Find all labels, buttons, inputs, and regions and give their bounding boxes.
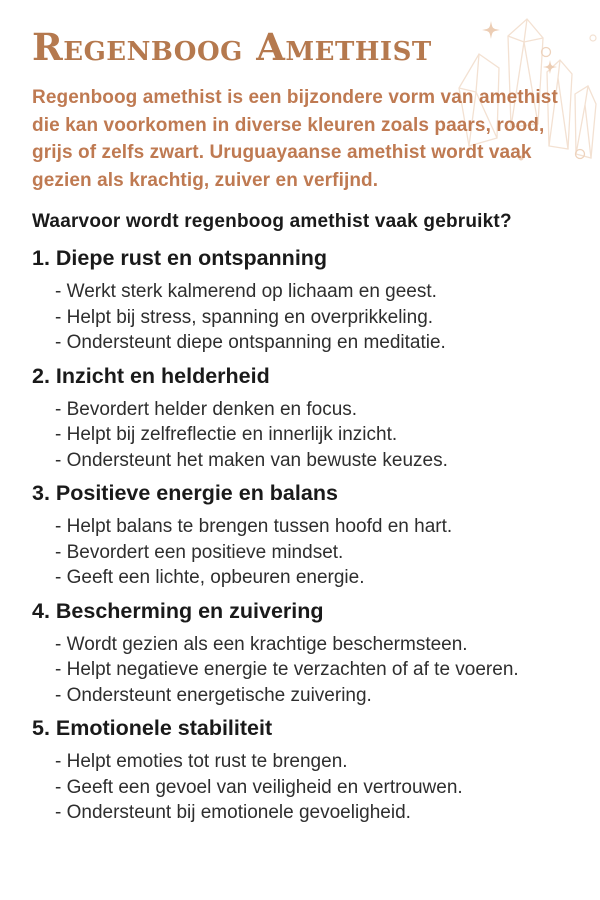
section-emotionele-stabiliteit xyxy=(32,715,568,826)
section-diepe-rust xyxy=(32,245,568,356)
bullet-item: - Ondersteunt bij emotionele gevoeligheid. xyxy=(55,802,411,823)
section-heading: 4. Bescherming en zuivering xyxy=(32,598,324,623)
intro-paragraph: Regenboog amethist is een bijzondere vorm van amethist die kan voorkomen in diverse kleuren zoals paars, rood, grijs of zelfs zwart. Uruguayaanse amethist wordt vaak gezien als krachtig, zuiver en verfijnd. xyxy=(32,87,558,191)
bullet-item: - Wordt gezien als een krachtige beschermsteen. xyxy=(55,633,468,655)
usage-question-heading: Waarvoor wordt regenboog amethist vaak gebruikt? xyxy=(32,211,512,232)
section-heading: 2. Inzicht en helderheid xyxy=(32,363,270,388)
section-positieve-energie xyxy=(32,480,568,591)
section-bescherming xyxy=(32,598,568,709)
bullet-item: - Bevordert helder denken en focus. xyxy=(55,398,358,420)
section-heading: 3. Positieve energie en balans xyxy=(32,481,338,505)
section-inzicht xyxy=(32,363,568,474)
bullet-item: - Helpt negatieve energie te verzachten of af te voeren. xyxy=(55,659,519,680)
document-content xyxy=(32,26,568,826)
page-title: Regenboog Amethist xyxy=(32,25,432,69)
bullet-item: - Ondersteunt het maken van bewuste keuzes. xyxy=(55,449,448,471)
section-heading: 1. Diepe rust en ontspanning xyxy=(32,246,328,270)
bullet-item: - Helpt bij stress, spanning en overprikkeling. xyxy=(55,306,434,328)
bullet-item: - Helpt bij zelfreflectie en innerlijk inzicht. xyxy=(55,424,398,445)
bullet-item: - Bevordert een positieve mindset. xyxy=(55,541,344,563)
bullet-item: - Geeft een lichte, opbeuren energie. xyxy=(55,567,365,588)
bullet-item: - Ondersteunt diepe ontspanning en meditatie. xyxy=(55,332,446,353)
bullet-item: - Helpt balans te brengen tussen hoofd en hart. xyxy=(55,516,453,537)
bullet-item: - Werkt sterk kalmerend op lichaam en geest. xyxy=(55,281,437,302)
bullet-item: - Ondersteunt energetische zuivering. xyxy=(55,684,372,706)
section-heading: 5. Emotionele stabiliteit xyxy=(32,716,273,740)
bullet-item: - Geeft een gevoel van veiligheid en vertrouwen. xyxy=(55,776,463,798)
bullet-item: - Helpt emoties tot rust te brengen. xyxy=(55,751,348,772)
